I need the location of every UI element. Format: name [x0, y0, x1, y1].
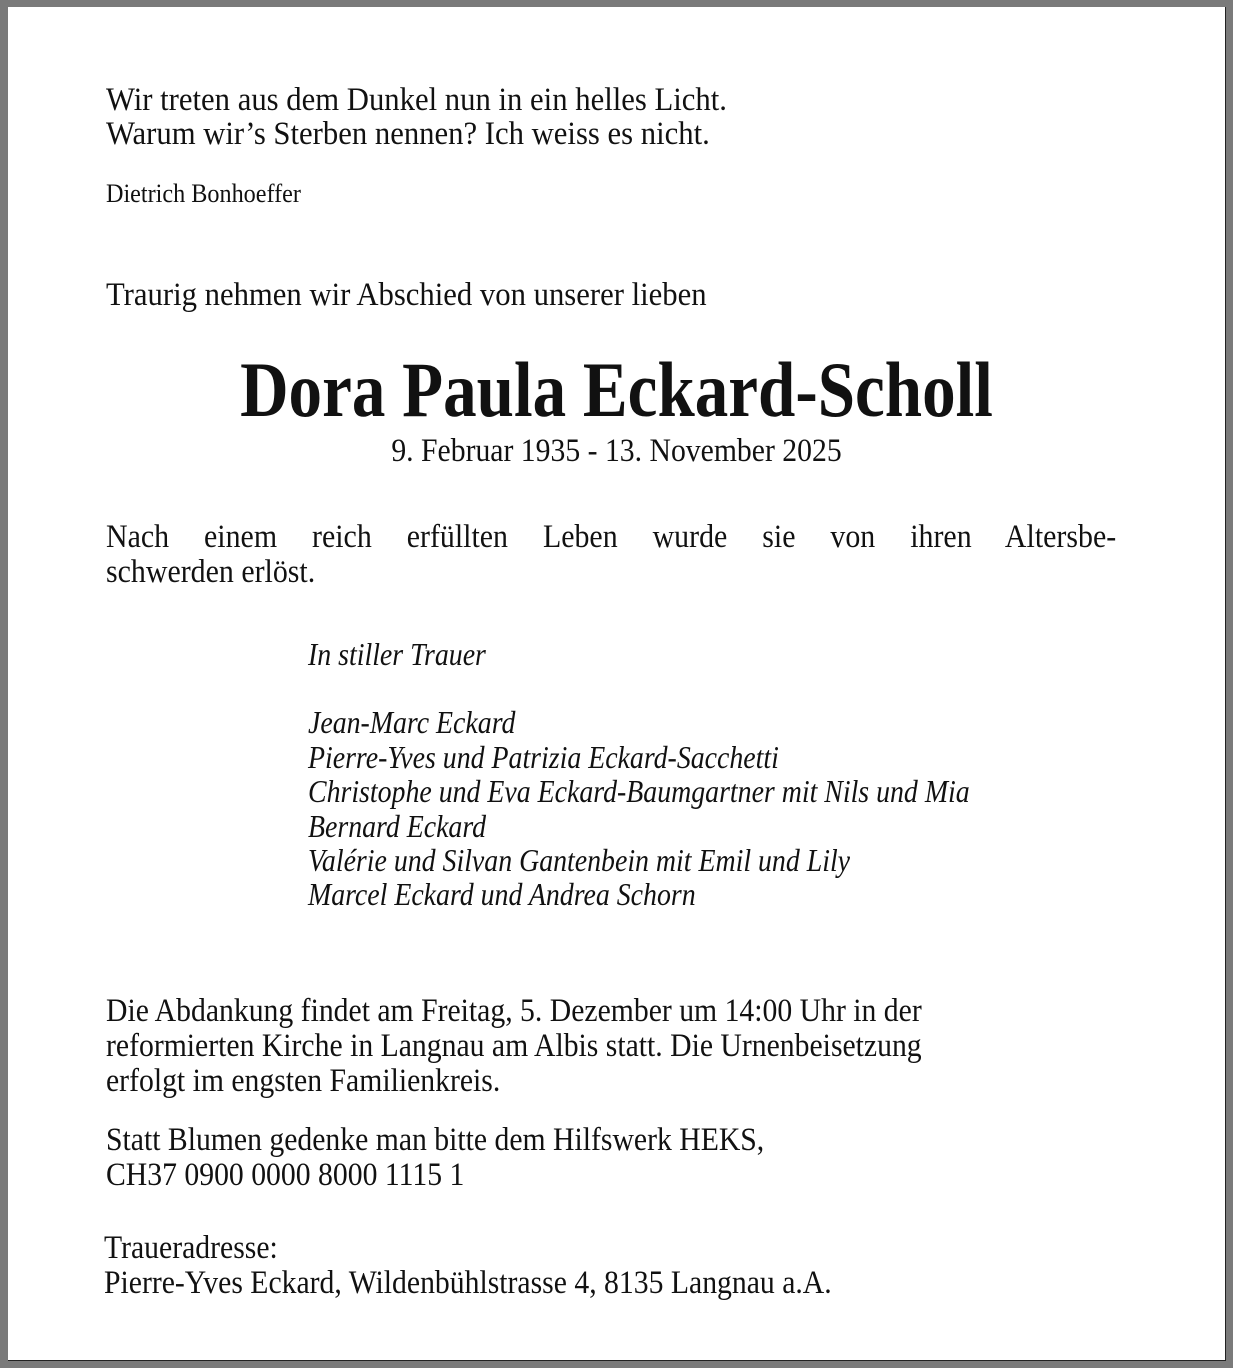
donation-iban: CH37 0900 0000 8000 1115 1	[106, 1157, 465, 1193]
quote-line-1: Wir treten aus dem Dunkel nun in ein helles Licht.	[106, 82, 727, 118]
mourner-name: Marcel Eckard und Andrea Schorn	[308, 876, 696, 913]
address-value: Pierre-Yves Eckard, Wildenbühlstrasse 4, 8135 Langnau a.A.	[104, 1265, 832, 1301]
service-line-3: erfolgt im engsten Familienkreis.	[106, 1063, 501, 1099]
service-line-2: reformierten Kirche in Langnau am Albis statt. Die Urnenbeisetzung	[106, 1028, 922, 1064]
mourner-name: Pierre-Yves und Patrizia Eckard-Sacchetti	[308, 738, 779, 775]
service-line-1: Die Abdankung findet am Freitag, 5. Dezember um 14:00 Uhr in der	[106, 993, 922, 1029]
message-line-1: Nach einem reich erfüllten Leben wurde sie von ihren Altersbe-	[106, 519, 1117, 555]
quote-line-2: Warum wir’s Sterben nennen? Ich weiss es nicht.	[106, 116, 710, 152]
mourners-heading: In stiller Trauer	[308, 636, 486, 672]
intro-text: Traurig nehmen wir Abschied von unserer lieben	[106, 277, 707, 313]
quote-author: Dietrich Bonhoeffer	[106, 179, 301, 208]
mourner-name: Valérie und Silvan Gantenbein mit Emil und Lily	[308, 842, 851, 879]
deceased-dates: 9. Februar 1935 - 13. November 2025	[391, 433, 842, 469]
mourner-name: Bernard Eckard	[308, 807, 487, 844]
donation-line-1: Statt Blumen gedenke man bitte dem Hilfswerk HEKS,	[106, 1122, 765, 1158]
mourner-name: Jean-Marc Eckard	[308, 704, 516, 741]
obituary-page	[8, 7, 1226, 1361]
mourner-name: Christophe und Eva Eckard-Baumgartner mit Nils und Mia	[308, 773, 970, 810]
address-label: Traueradresse:	[104, 1230, 278, 1266]
message-line-2: schwerden erlöst.	[106, 554, 316, 590]
message-paragraph	[106, 520, 1116, 590]
mourners-list	[308, 637, 970, 912]
deceased-name: Dora Paula Eckard-Scholl	[240, 346, 993, 433]
